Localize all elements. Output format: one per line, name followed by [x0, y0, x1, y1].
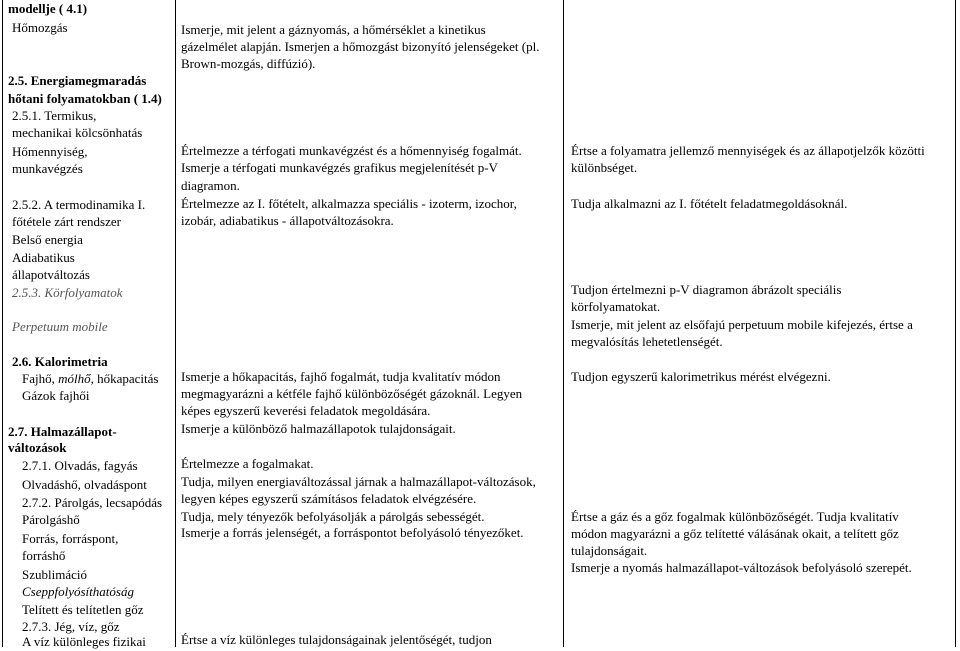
topic-line: Cseppfolyósíthatóság: [22, 584, 134, 599]
topic-line: 2.5.3. Körfolyamatok: [12, 285, 123, 300]
requirement-line: megmagyarázni a kétféle fajhő különbözőségét gázoknál. Legyen: [181, 386, 523, 401]
requirement-line: Tudjon egyszerű kalorimetrikus mérést elvégezni.: [571, 369, 831, 384]
topic-line: Adiabatikus: [12, 250, 75, 265]
requirement-line: körfolyamatokat.: [571, 299, 661, 314]
topic-line: Párolgáshő: [22, 512, 80, 527]
requirement-line: diagramon.: [181, 178, 240, 193]
topic-line: Gázok fajhői: [22, 388, 90, 403]
section-heading: 2.6. Kalorimetria: [12, 354, 108, 369]
topic-line: [22, 370, 159, 388]
requirement-line: Tudja, mely tényezők befolyásolják a párolgás sebességét.: [181, 509, 485, 524]
topic-line: 2.5.2. A termodinamika I.: [12, 197, 146, 212]
topic-line: mechanikai kölcsönhatás: [12, 125, 143, 140]
topic-line: Forrás, forráspont,: [22, 531, 119, 546]
topic-line: Telített és telítetlen gőz: [22, 602, 144, 617]
topic-line: Belső energia: [12, 232, 83, 247]
topic-line: modellje ( 4.1): [8, 1, 88, 16]
topic-line: állapotváltozás: [12, 267, 90, 282]
requirement-line: Tudja, milyen energiaváltozással járnak a halmazállapot-változások,: [181, 474, 536, 489]
requirement-line: különbséget.: [571, 160, 638, 175]
topic-line: 2.7.2. Párolgás, lecsapódás: [22, 495, 163, 510]
column-divider-1: [175, 0, 176, 647]
topic-line: Hőmennyiség,: [12, 144, 88, 159]
requirement-line: legyen képes egyszerű számításos feladatok elvégzésére.: [181, 491, 477, 506]
topic-line: A víz különleges fizikai: [22, 634, 146, 649]
topic-line: főtétele zárt rendszer: [12, 214, 121, 229]
requirement-line: képes egyszerű keverési feladatok megoldására.: [181, 403, 431, 418]
topic-line: forráshő: [22, 548, 66, 563]
topic-part: , hőkapacitás: [90, 371, 159, 386]
requirement-line: Ismerje a különböző halmazállapotok tulajdonságait.: [181, 421, 456, 436]
topic-line: Szublimáció: [22, 567, 87, 582]
section-heading: 2.7. Halmazállapot-: [8, 424, 117, 439]
topic-line: 2.7.1. Olvadás, fagyás: [22, 458, 138, 473]
requirement-line: Ismerje a forrás jelenségét, a forráspontot befolyásoló tényezőket.: [181, 525, 524, 540]
requirement-line: Tudjon értelmezni p-V diagramon ábrázolt speciális: [571, 282, 842, 297]
topic-line: munkavégzés: [12, 161, 83, 176]
column-divider-2: [563, 0, 564, 647]
requirement-line: Értelmezze a térfogati munkavégzést és a hőmennyiség fogalmát.: [181, 143, 522, 158]
requirement-line: Ismerje a hőkapacitás, fajhő fogalmát, tudja kvalitatív módon: [181, 369, 501, 384]
table-border-left: [2, 0, 3, 647]
table-border-right: [955, 0, 956, 647]
topic-part: Fajhő,: [22, 371, 59, 386]
requirement-line: Brown-mozgás, diffúzió).: [181, 56, 316, 71]
requirement-line: Ismerje a nyomás halmazállapot-változások befolyásoló szerepét.: [571, 560, 912, 575]
requirement-line: Értelmezze az I. főtételt, alkalmazza speciális - izoterm, izochor,: [181, 196, 517, 211]
requirement-line: Ismerje a térfogati munkavégzés grafikus megjelenítését p-V: [181, 160, 498, 175]
requirement-line: gázelmélet alapján. Ismerjen a hőmozgást bizonyító jelenségeket (pl.: [181, 39, 540, 54]
topic-line: 2.7.3. Jég, víz, gőz: [22, 619, 120, 634]
requirement-line: Ismerje, mit jelent az elsőfajú perpetuum mobile kifejezés, értse a: [571, 317, 913, 332]
requirement-line: izobár, adiabatikus - állapotváltozásokra.: [181, 213, 394, 228]
requirement-line: Értse a gáz és a gőz fogalmak különbözőségét. Tudja kvalitatív: [571, 509, 899, 524]
topic-line: 2.5.1. Termikus,: [12, 108, 97, 123]
section-heading: változások: [8, 440, 67, 455]
requirement-line: megvalósítás lehetetlenségét.: [571, 334, 723, 349]
topic-line: Perpetuum mobile: [12, 319, 108, 334]
section-heading: hőtani folyamatokban ( 1.4): [8, 91, 162, 106]
requirement-line: tulajdonságait.: [571, 543, 648, 558]
topic-line: Olvadáshő, olvadáspont: [22, 477, 147, 492]
section-heading: 2.5. Energiamegmaradás: [8, 73, 147, 88]
requirement-line: Értse a folyamatra jellemző mennyiségek és az állapotjelzők közötti: [571, 143, 925, 158]
requirement-line: Ismerje, mit jelent a gáznyomás, a hőmérséklet a kinetikus: [181, 22, 486, 37]
topic-line: Hőmozgás: [12, 20, 68, 35]
requirement-line: Értelmezze a fogalmakat.: [181, 456, 314, 471]
requirement-line: Tudja alkalmazni az I. főtételt feladatmegoldásoknál.: [571, 196, 848, 211]
requirement-line: Értse a víz különleges tulajdonságainak jelentőségét, tudjon: [181, 632, 492, 647]
topic-part: mólhő: [58, 371, 91, 386]
requirement-line: módon magyarázni a gőz telítetté válásának okait, a telített gőz: [571, 526, 899, 541]
